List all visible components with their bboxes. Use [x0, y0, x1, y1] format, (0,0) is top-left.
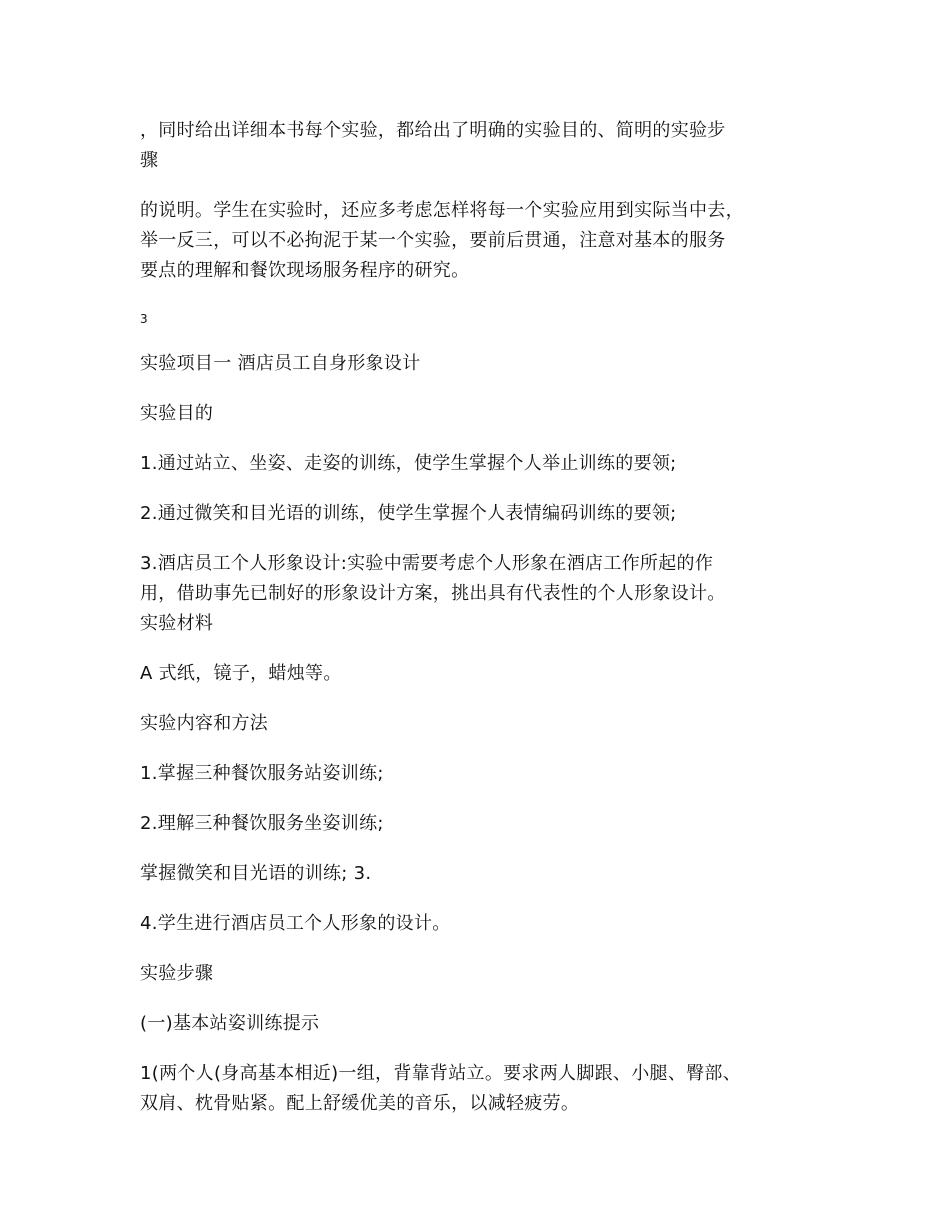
subheading: 实验材料: [140, 613, 214, 634]
subheading: (一)基本站姿训练提示: [140, 1013, 320, 1034]
page-number: 3: [140, 312, 148, 326]
paragraph-line: 双肩、枕骨贴紧。配上舒缓优美的音乐，以减轻疲劳。: [140, 1093, 580, 1114]
paragraph-line: A 式纸，镜子，蜡烛等。: [140, 663, 342, 684]
list-item: 3.酒店员工个人形象设计:实验中需要考虑个人形象在酒店工作所起的作: [140, 553, 714, 574]
subheading: 实验内容和方法: [140, 713, 269, 734]
paragraph-line: 举一反三，可以不必拘泥于某一个实验，要前后贯通，注意对基本的服务: [140, 230, 726, 251]
subheading: 实验目的: [140, 403, 214, 424]
list-item: 掌握微笑和目光语的训练; 3.: [140, 863, 372, 884]
paragraph-line: 要点的理解和餐饮现场服务程序的研究。: [140, 260, 470, 281]
list-item: 1.通过站立、坐姿、走姿的训练，使学生掌握个人举止训练的要领;: [140, 453, 677, 474]
paragraph-line: ，同时给出详细本书每个实验，都给出了明确的实验目的、简明的实验步: [140, 120, 726, 141]
paragraph-line: 的说明。学生在实验时，还应多考虑怎样将每一个实验应用到实际当中去，: [140, 200, 744, 221]
paragraph-line: 骤: [140, 150, 159, 171]
list-item: 1.掌握三种餐饮服务站姿训练;: [140, 763, 384, 784]
list-item-continued: 用，借助事先已制好的形象设计方案，挑出具有代表性的个人形象设计。: [140, 583, 726, 604]
list-item: 4.学生进行酒店员工个人形象的设计。: [140, 913, 451, 934]
paragraph-line: 1(两个人(身高基本相近)一组，背靠背站立。要求两人脚跟、小腿、臀部、: [140, 1063, 742, 1084]
list-item: 2.通过微笑和目光语的训练，使学生掌握个人表情编码训练的要领;: [140, 503, 677, 524]
subheading: 实验步骤: [140, 963, 214, 984]
list-item: 2.理解三种餐饮服务坐姿训练;: [140, 813, 384, 834]
section-title: 实验项目一 酒店员工自身形象设计: [140, 353, 421, 374]
